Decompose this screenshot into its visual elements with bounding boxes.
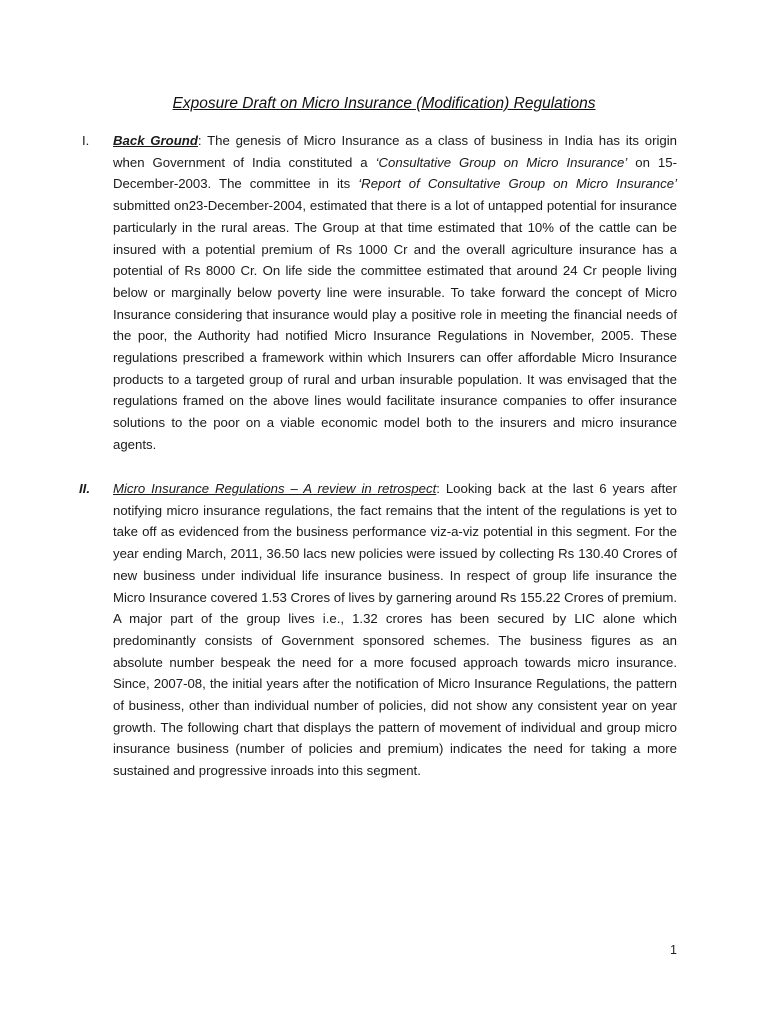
section-paragraph — [113, 478, 677, 782]
section-text: submitted on23-December-2004, estimated that there is a lot of untapped potential for insurance particularly in the rural areas. The Group at that time estimated that 10% of the cattle can be insured with a potential premium of Rs 1000 Cr and the overall agriculture insurance has a potential of Rs 8000 Cr. On life side the committee estimated that around 24 Cr people living below or marginally below poverty line were insurable. To take forward the concept of Micro Insurance considering that insurance would play a positive role in meeting the financial needs of the poor, the Authority had notified Micro Insurance Regulations in November, 2005. These regulations prescribed a framework within which Insurers can offer affordable Micro Insurance products to a targeted group of rural and urban insurable population. It was envisaged that the regulations framed on the above lines would facilitate insurance companies to offer insurance solutions to the poor on a viable economic model both to the insurers and micro insurance agents. — [113, 198, 677, 452]
section-heading: Micro Insurance Regulations – A review in retrospect — [113, 481, 437, 496]
section-text: on 15-December-2003. The committee in its — [113, 154, 677, 192]
section-number: I. — [82, 133, 90, 148]
section-paragraph — [113, 130, 677, 456]
page-number: 1 — [670, 943, 677, 957]
document-title: Exposure Draft on Micro Insurance (Modification) Regulations — [172, 95, 596, 112]
section-heading: Back Ground — [113, 133, 198, 148]
quoted-report-name: ‘Report of Consultative Group on Micro Insurance’ — [358, 176, 677, 192]
section-number: II. — [79, 481, 90, 496]
quoted-group-name: ‘Consultative Group on Micro Insurance’ — [375, 154, 628, 170]
section-text: : Looking back at the last 6 years after notifying micro insurance regulations, the fact remains that the intent of the regulations is yet to take off as evidenced from the business performance viz-a-viz potential in this segment. For the year ending March, 2011, 36.50 lacs new policies were issued by collecting Rs 130.40 Crores of new business under individual life insurance business. In respect of group life insurance the Micro Insurance covered 1.53 Crores of lives by garnering around Rs 155.22 Crores of premium. A major part of the group lives i.e., 1.32 crores has been secured by LIC alone which predominantly consists of Government sponsored schemes. The business figures as an absolute number bespeak the need for a more focused approach towards micro insurance. Since, 2007-08, the initial years after the notification of Micro Insurance Regulations, the pattern of business, other than individual number of policies, did not show any consistent year on year growth. The following chart that displays the pattern of movement of individual and group micro insurance business (number of policies and premium) indicates the need for taking a more sustained and progressive inroads into this segment. — [113, 481, 677, 779]
section-text: : The genesis of Micro Insurance as a class of business in India has its origin when Government of India constituted a — [113, 133, 677, 170]
